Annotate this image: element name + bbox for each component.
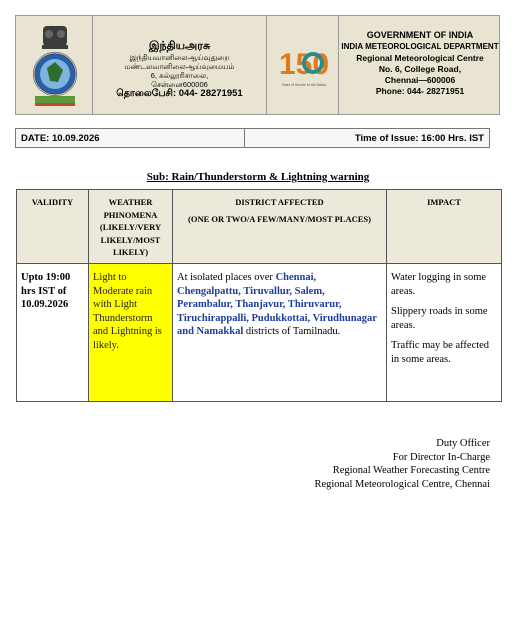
tamil-dept: இந்தியவானிலைஆய்வுதுறை xyxy=(129,53,230,62)
tamil-address xyxy=(93,53,266,89)
phone: Phone: 044- 28271951 xyxy=(375,86,465,96)
imd-150-years-logo-icon xyxy=(274,38,334,94)
district-prefix: At isolated places over xyxy=(177,272,276,283)
tamil-centre: மண்டலவானிலைஆய்வுமையம் xyxy=(124,62,235,71)
impact-item: Water logging in some areas. xyxy=(391,272,487,297)
table-row xyxy=(17,264,502,402)
impact-item: Slippery roads in some areas. xyxy=(391,306,488,331)
header-impact: IMPACT xyxy=(387,190,502,264)
header-district-sub: (ONE OR TWO/A FEW/MANY/MOST PLACES) xyxy=(188,213,371,224)
logo-subtext: Years of Service to the Nation xyxy=(281,83,327,87)
validity-cell: Upto 19:00 hrs IST of 10.09.2026 xyxy=(17,264,89,402)
english-address-cell xyxy=(339,16,501,114)
signature-line: Regional Meteorological Centre, Chennai xyxy=(314,478,490,490)
dept-title: INDIA METEOROLOGICAL DEPARTMENT xyxy=(341,42,499,51)
header-district-title: DISTRICT AFFECTED xyxy=(235,197,324,207)
anniversary-logo-cell xyxy=(267,16,339,114)
header-validity: VALIDITY xyxy=(17,190,89,264)
district-cell xyxy=(173,264,387,402)
header-district xyxy=(173,190,387,264)
subject-line: Sub: Rain/Thunderstorm & Lightning warning xyxy=(146,171,370,183)
emblem-cell xyxy=(16,16,93,114)
tamil-city: சென்னை600006 xyxy=(151,80,208,89)
phenomena-cell: Light to Moderate rain with Light Thunderstorm and Lightning is likely. xyxy=(89,264,173,402)
tamil-govt-title: இந்தியஅரசு xyxy=(148,40,211,52)
signature-block xyxy=(314,437,490,491)
letterhead xyxy=(15,15,500,115)
district-suffix: districts of Tamilnadu. xyxy=(243,326,341,337)
issue-date: DATE: 10.09.2026 xyxy=(21,133,100,144)
header-phenomena: WEATHER PHINOMENA (LIKELY/VERY LIKELY/MOST LIKELY) xyxy=(89,190,173,264)
date-bar xyxy=(15,128,490,148)
signature-line: Regional Weather Forecasting Centre xyxy=(332,465,490,476)
tamil-address-cell xyxy=(93,16,267,114)
street: No. 6, College Road, xyxy=(378,64,462,74)
impact-item: Traffic may be affected in some areas. xyxy=(391,340,490,365)
issue-time: Time of Issue: 16:00 Hrs. IST xyxy=(354,133,484,144)
tamil-phone: தொலைபேசி: 044- 28271951 xyxy=(116,88,243,99)
table-header-row xyxy=(17,190,502,264)
impact-cell xyxy=(387,264,502,402)
english-address xyxy=(339,53,501,97)
signature-title: Duty Officer xyxy=(436,438,490,449)
tamil-street: 6, கல்லூரிசாலை, xyxy=(150,71,209,80)
state-emblem-icon xyxy=(25,24,85,108)
logo-number: 150 xyxy=(278,48,330,81)
signature-line: For Director In-Charge xyxy=(392,451,490,463)
govt-title: GOVERNMENT OF INDIA xyxy=(366,30,474,40)
warning-table xyxy=(16,189,502,402)
district-list: Chennai, Chengalpattu, Tiruvallur, Salem, Perambalur, Thanjavur, Thiruvarur, Tiruchirappalli, Pudukkottai, Virudhunagar and Namakkal xyxy=(177,272,377,337)
city: Chennai—600006 xyxy=(384,75,456,85)
centre-name: Regional Meteorological Centre xyxy=(356,53,484,63)
date-divider xyxy=(244,129,245,147)
